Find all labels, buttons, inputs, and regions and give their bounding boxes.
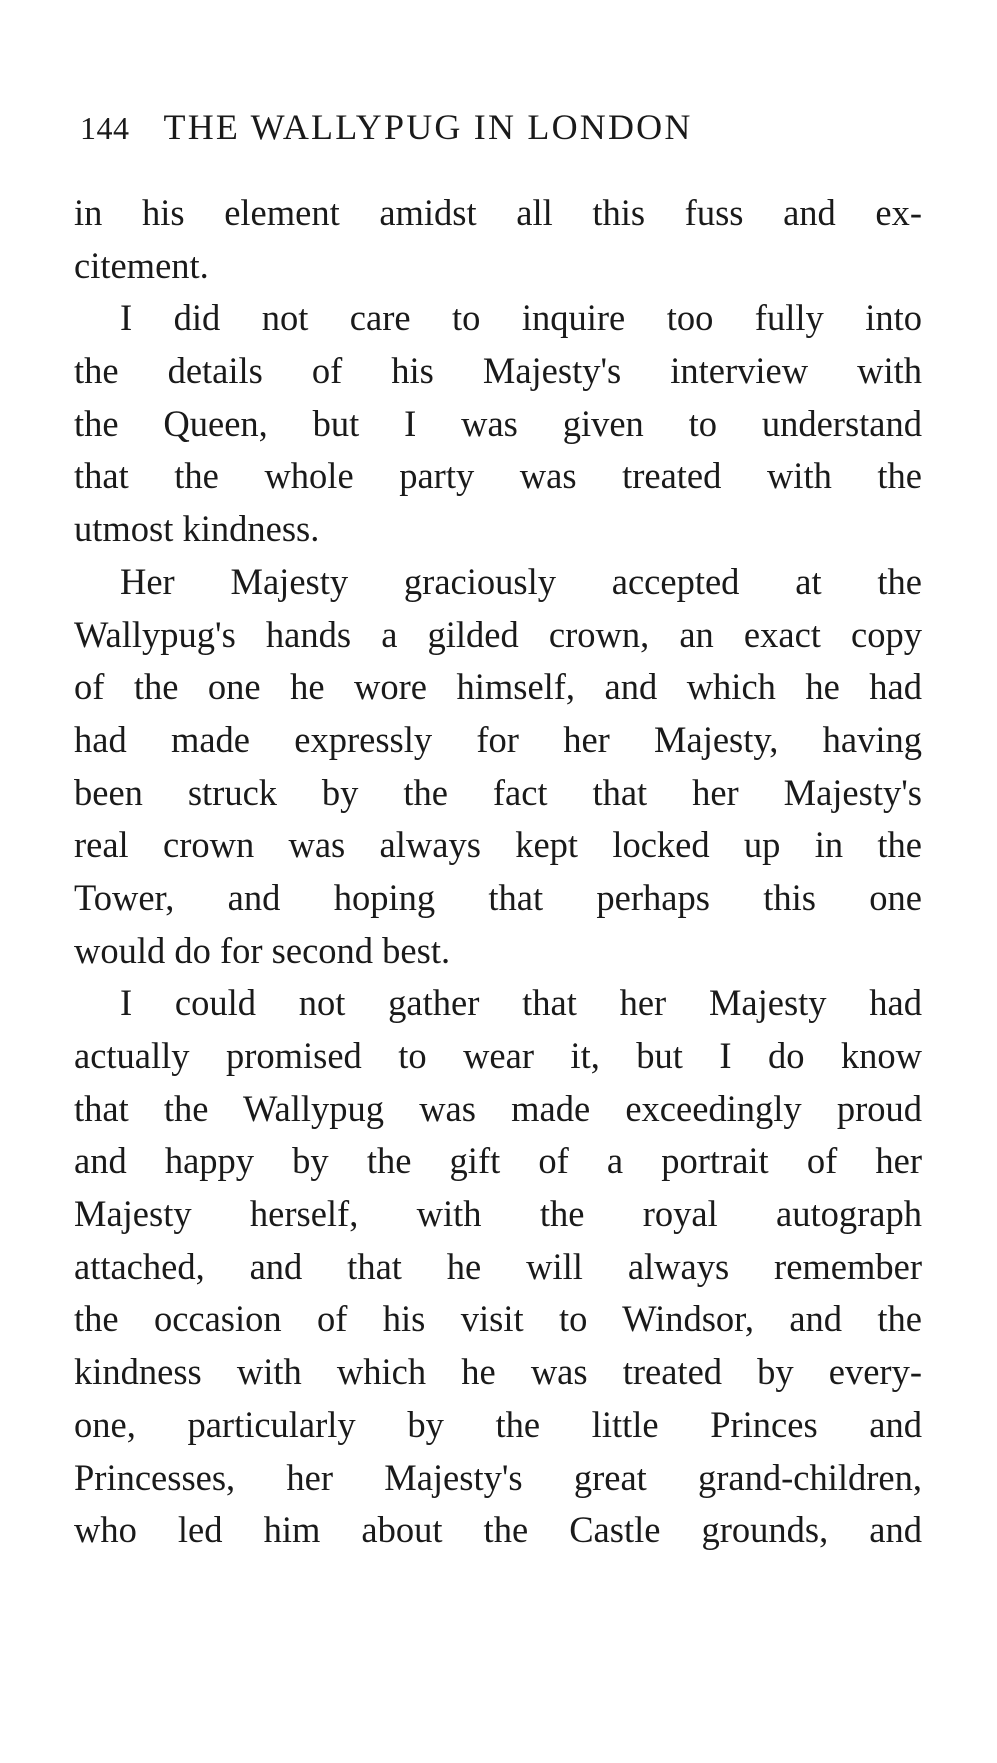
text-line: the details of his Majesty's interview with — [74, 350, 922, 392]
text-line: one, particularly by the little Princes and — [74, 1403, 922, 1445]
text-line: I could not gather that her Majesty had — [120, 982, 922, 1024]
book-title-header: THE WALLYPUG IN LONDON — [163, 107, 693, 147]
text-line: of the one he wore himself, and which he had — [74, 666, 922, 708]
text-line: the Queen, but I was given to understand — [74, 402, 922, 444]
text-line: Wallypug's hands a gilded crown, an exact copy — [74, 613, 922, 655]
text-line: Majesty herself, with the royal autograph — [74, 1193, 922, 1235]
page-number: 144 — [80, 110, 130, 146]
text-line: attached, and that he will always remember — [74, 1245, 922, 1287]
text-line: I did not care to inquire too fully into — [120, 297, 922, 339]
text-line: real crown was always kept locked up in the — [74, 824, 922, 866]
running-head — [80, 103, 920, 152]
text-line: had made expressly for her Majesty, having — [74, 718, 922, 760]
text-line: would do for second best. — [74, 929, 451, 971]
text-line: Her Majesty graciously accepted at the — [120, 560, 922, 602]
text-line: been struck by the fact that her Majesty's — [74, 771, 922, 813]
text-line: the occasion of his visit to Windsor, and the — [74, 1298, 922, 1340]
text-line: actually promised to wear it, but I do know — [74, 1035, 922, 1076]
text-line: that the Wallypug was made exceedingly proud — [74, 1087, 922, 1129]
text-line: and happy by the gift of a portrait of her — [74, 1140, 922, 1182]
text-line: in his element amidst all this fuss and ex- — [74, 192, 922, 233]
text-line: Tower, and hoping that perhaps this one — [74, 876, 922, 918]
text-line: citement. — [74, 244, 209, 286]
text-line: utmost kindness. — [74, 508, 320, 550]
text-line: who led him about the Castle grounds, and — [74, 1509, 922, 1551]
text-line: that the whole party was treated with the — [74, 455, 922, 497]
body-text — [74, 187, 922, 1557]
text-line: kindness with which he was treated by every- — [74, 1351, 922, 1393]
text-line: Princesses, her Majesty's great grand-children, — [74, 1456, 922, 1498]
